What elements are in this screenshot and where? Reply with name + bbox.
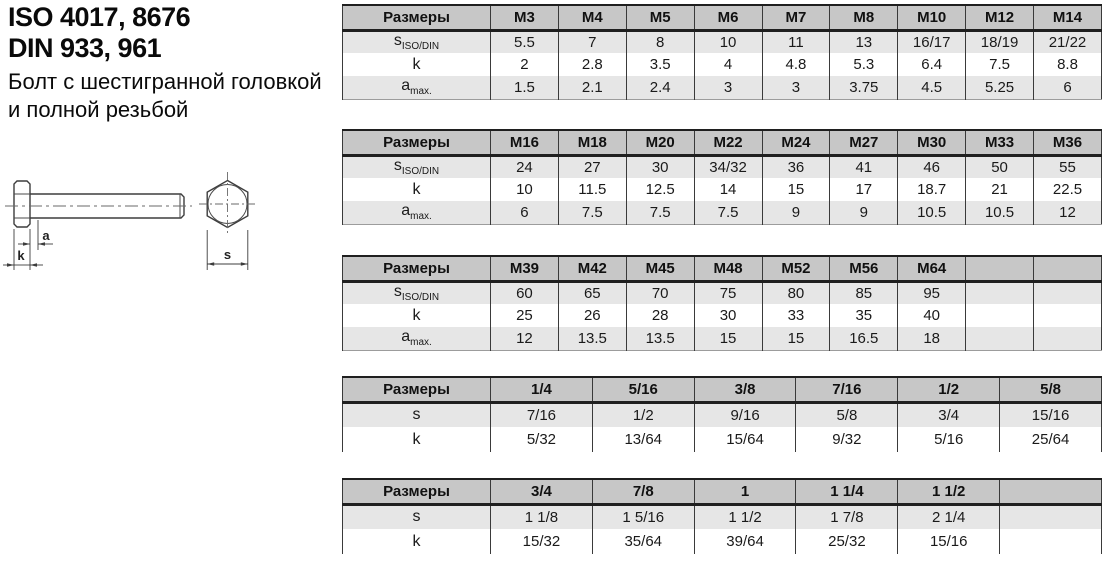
value-cell: 1 5/16 [592, 504, 694, 529]
sizes-header-cell: Размеры [343, 5, 491, 30]
value-cell: 9 [830, 201, 898, 224]
value-cell: 30 [694, 304, 762, 327]
value-cell: 60 [491, 281, 559, 304]
value-cell: 41 [830, 155, 898, 178]
value-cell: 12 [491, 327, 559, 350]
column-header-cell: 1/4 [491, 377, 593, 402]
value-cell: 13.5 [626, 327, 694, 350]
size-table-m3-m14 [342, 4, 1102, 100]
value-cell: 10 [694, 30, 762, 53]
table-row [343, 30, 1102, 53]
value-cell: 10.5 [898, 201, 966, 224]
column-header-cell: 1 1/4 [796, 479, 898, 504]
value-cell: 4 [694, 53, 762, 76]
row-label-cell: $a_{max.}$ [343, 76, 491, 99]
column-header-cell: M3 [491, 5, 559, 30]
value-cell: 2.8 [558, 53, 626, 76]
value-cell: 9/16 [694, 402, 796, 427]
sizes-header-cell: Размеры [343, 256, 491, 281]
value-cell [966, 304, 1034, 327]
description-line-1: Болт с шестигранной головкой [8, 69, 322, 94]
table-header-row [343, 377, 1102, 402]
value-cell: 18/19 [966, 30, 1034, 53]
value-cell: 22.5 [1034, 178, 1102, 201]
value-cell [1034, 281, 1102, 304]
table-row [343, 427, 1102, 452]
value-cell: 1.5 [491, 76, 559, 99]
column-header-cell: M30 [898, 130, 966, 155]
value-cell: 13/64 [592, 427, 694, 452]
column-header-cell: M52 [762, 256, 830, 281]
value-cell: 4.8 [762, 53, 830, 76]
table-row [343, 529, 1102, 554]
value-cell: 8.8 [1034, 53, 1102, 76]
column-header-cell: M18 [558, 130, 626, 155]
value-cell: 15 [762, 178, 830, 201]
value-cell: 11.5 [558, 178, 626, 201]
column-header-cell: M42 [558, 256, 626, 281]
table-row [343, 402, 1102, 427]
value-cell: 33 [762, 304, 830, 327]
value-cell: 50 [966, 155, 1034, 178]
column-header-cell: M45 [626, 256, 694, 281]
value-cell: 85 [830, 281, 898, 304]
column-header-cell: M39 [491, 256, 559, 281]
value-cell: 15/64 [694, 427, 796, 452]
value-cell: 2.4 [626, 76, 694, 99]
size-table-inch-large [342, 478, 1102, 554]
value-cell [1034, 304, 1102, 327]
column-header-cell: M14 [1034, 5, 1102, 30]
column-header-cell: M64 [898, 256, 966, 281]
value-cell: 7.5 [694, 201, 762, 224]
value-cell: 5/16 [898, 427, 1000, 452]
value-cell [966, 281, 1034, 304]
value-cell: 39/64 [694, 529, 796, 554]
value-cell: 6.4 [898, 53, 966, 76]
value-cell: 9/32 [796, 427, 898, 452]
value-cell: 36 [762, 155, 830, 178]
column-header-cell: M33 [966, 130, 1034, 155]
dimension-a-label: a [42, 228, 50, 243]
column-header-cell: M48 [694, 256, 762, 281]
value-cell: 80 [762, 281, 830, 304]
value-cell: 7.5 [966, 53, 1034, 76]
dimension-k [3, 229, 43, 270]
column-header-cell: M20 [626, 130, 694, 155]
column-header-cell: 3/8 [694, 377, 796, 402]
value-cell: 24 [491, 155, 559, 178]
column-header-cell: M27 [830, 130, 898, 155]
table-row [343, 155, 1102, 178]
value-cell: 15 [694, 327, 762, 350]
table-row [343, 178, 1102, 201]
value-cell: 7.5 [558, 201, 626, 224]
value-cell: 21 [966, 178, 1034, 201]
value-cell: 6 [491, 201, 559, 224]
table-row [343, 201, 1102, 224]
value-cell: 34/32 [694, 155, 762, 178]
value-cell [1000, 504, 1102, 529]
row-label-cell: k [343, 427, 491, 452]
table-row [343, 304, 1102, 327]
value-cell: 35 [830, 304, 898, 327]
column-header-cell: M56 [830, 256, 898, 281]
row-label-cell: s [343, 402, 491, 427]
value-cell: 25 [491, 304, 559, 327]
column-header-cell: 1 1/2 [898, 479, 1000, 504]
size-table-m16-m36 [342, 129, 1102, 225]
value-cell: 30 [626, 155, 694, 178]
value-cell: 75 [694, 281, 762, 304]
value-cell: 9 [762, 201, 830, 224]
row-label-cell: $a_{max.}$ [343, 327, 491, 350]
row-label-cell: k [343, 53, 491, 76]
bolt-head-side-view [14, 181, 30, 227]
row-label-cell: k [343, 529, 491, 554]
value-cell [966, 327, 1034, 350]
row-label-cell: $s_{ISO/DIN}$ [343, 281, 491, 304]
row-label-cell: $s_{ISO/DIN}$ [343, 30, 491, 53]
value-cell: 2 1/4 [898, 504, 1000, 529]
column-header-cell: 1/2 [898, 377, 1000, 402]
value-cell: 3.75 [830, 76, 898, 99]
table-header-row [343, 256, 1102, 281]
column-header-cell: 5/8 [1000, 377, 1102, 402]
column-header-cell [1034, 256, 1102, 281]
column-header-cell: M12 [966, 5, 1034, 30]
row-label-cell: $a_{max.}$ [343, 201, 491, 224]
value-cell [1034, 327, 1102, 350]
size-table-m39-m64 [342, 255, 1102, 351]
value-cell: 1 7/8 [796, 504, 898, 529]
value-cell: 1 1/2 [694, 504, 796, 529]
value-cell: 95 [898, 281, 966, 304]
value-cell: 5.5 [491, 30, 559, 53]
dimension-k-label: k [17, 248, 25, 263]
dimension-s-label: s [223, 247, 232, 262]
column-header-cell: 3/4 [491, 479, 593, 504]
value-cell: 25/64 [1000, 427, 1102, 452]
din-standard-title: DIN 933, 961 [8, 33, 162, 63]
column-header-cell: M22 [694, 130, 762, 155]
value-cell: 1/2 [592, 402, 694, 427]
column-header-cell: M5 [626, 5, 694, 30]
value-cell [1000, 529, 1102, 554]
column-header-cell [1000, 479, 1102, 504]
value-cell: 11 [762, 30, 830, 53]
value-cell: 15 [762, 327, 830, 350]
value-cell: 3/4 [898, 402, 1000, 427]
dimension-s [207, 230, 248, 270]
value-cell: 1 1/8 [491, 504, 593, 529]
table-header-row [343, 479, 1102, 504]
value-cell: 70 [626, 281, 694, 304]
column-header-cell: M24 [762, 130, 830, 155]
bolt-technical-drawing [0, 165, 330, 345]
value-cell: 6 [1034, 76, 1102, 99]
table-header-row [343, 130, 1102, 155]
sizes-header-cell: Размеры [343, 130, 491, 155]
value-cell: 7.5 [626, 201, 694, 224]
value-cell: 46 [898, 155, 966, 178]
sizes-header-cell: Размеры [343, 377, 491, 402]
table-row [343, 281, 1102, 304]
value-cell: 40 [898, 304, 966, 327]
value-cell: 16/17 [898, 30, 966, 53]
iso-standard-title: ISO 4017, 8676 [8, 2, 191, 32]
value-cell: 15/16 [898, 529, 1000, 554]
row-label-cell: k [343, 178, 491, 201]
value-cell: 14 [694, 178, 762, 201]
value-cell: 5/8 [796, 402, 898, 427]
column-header-cell: M4 [558, 5, 626, 30]
value-cell: 25/32 [796, 529, 898, 554]
value-cell: 12 [1034, 201, 1102, 224]
bolt-head-front-view [199, 172, 256, 236]
value-cell: 4.5 [898, 76, 966, 99]
size-table-inch-small [342, 376, 1102, 452]
value-cell: 10 [491, 178, 559, 201]
table-header-row [343, 5, 1102, 30]
value-cell: 7 [558, 30, 626, 53]
sizes-header-cell: Размеры [343, 479, 491, 504]
value-cell: 3.5 [626, 53, 694, 76]
table-row [343, 504, 1102, 529]
value-cell: 17 [830, 178, 898, 201]
value-cell: 8 [626, 30, 694, 53]
value-cell: 2 [491, 53, 559, 76]
column-header-cell [966, 256, 1034, 281]
row-label-cell: s [343, 504, 491, 529]
value-cell: 18.7 [898, 178, 966, 201]
column-header-cell: M7 [762, 5, 830, 30]
value-cell: 5.25 [966, 76, 1034, 99]
value-cell: 18 [898, 327, 966, 350]
value-cell: 2.1 [558, 76, 626, 99]
value-cell: 27 [558, 155, 626, 178]
value-cell: 26 [558, 304, 626, 327]
value-cell: 15/16 [1000, 402, 1102, 427]
value-cell: 3 [762, 76, 830, 99]
column-header-cell: 5/16 [592, 377, 694, 402]
row-label-cell: $s_{ISO/DIN}$ [343, 155, 491, 178]
column-header-cell: M6 [694, 5, 762, 30]
value-cell: 5/32 [491, 427, 593, 452]
table-row [343, 327, 1102, 350]
value-cell: 35/64 [592, 529, 694, 554]
value-cell: 13.5 [558, 327, 626, 350]
column-header-cell: M10 [898, 5, 966, 30]
value-cell: 21/22 [1034, 30, 1102, 53]
value-cell: 5.3 [830, 53, 898, 76]
value-cell: 7/16 [491, 402, 593, 427]
value-cell: 15/32 [491, 529, 593, 554]
value-cell: 16.5 [830, 327, 898, 350]
value-cell: 10.5 [966, 201, 1034, 224]
column-header-cell: M36 [1034, 130, 1102, 155]
row-label-cell: k [343, 304, 491, 327]
value-cell: 28 [626, 304, 694, 327]
description-line-2: и полной резьбой [8, 97, 189, 122]
title-block [8, 2, 322, 124]
table-row [343, 76, 1102, 99]
column-header-cell: 7/16 [796, 377, 898, 402]
column-header-cell: M8 [830, 5, 898, 30]
value-cell: 65 [558, 281, 626, 304]
value-cell: 3 [694, 76, 762, 99]
value-cell: 55 [1034, 155, 1102, 178]
column-header-cell: 7/8 [592, 479, 694, 504]
column-header-cell: M16 [491, 130, 559, 155]
column-header-cell: 1 [694, 479, 796, 504]
table-row [343, 53, 1102, 76]
value-cell: 13 [830, 30, 898, 53]
value-cell: 12.5 [626, 178, 694, 201]
